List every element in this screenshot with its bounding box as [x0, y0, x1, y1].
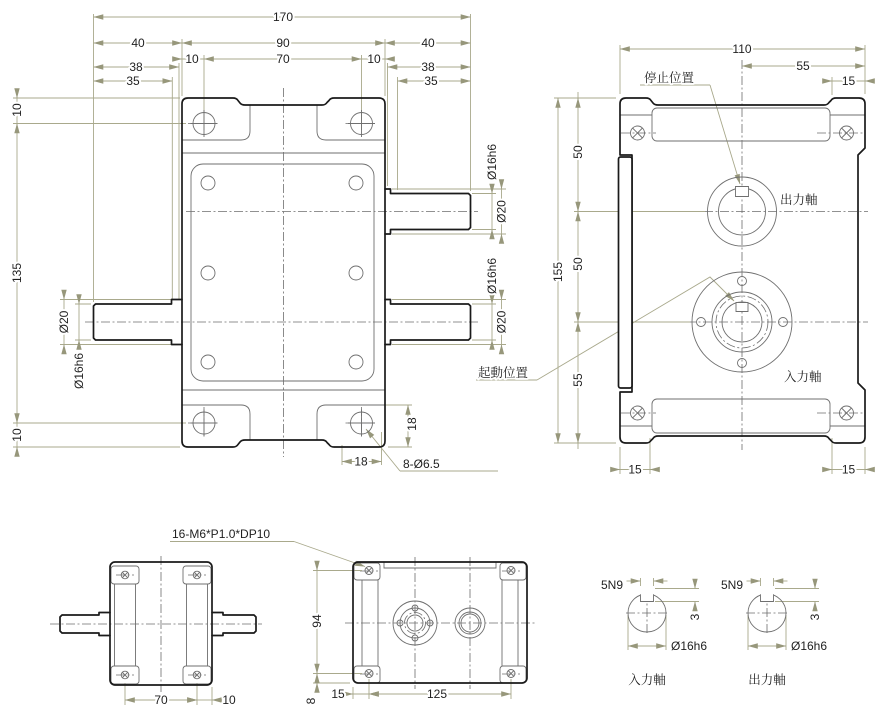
dim-135: 135	[10, 262, 24, 284]
top-view	[50, 556, 262, 707]
label-start-position: 起動位置	[478, 366, 529, 380]
front-view-dim-texts	[10, 10, 509, 471]
side-view-dim-lines	[476, 49, 871, 470]
face-plate	[191, 164, 374, 381]
dim-18-horizontal: 18	[354, 454, 368, 469]
bottom-view-centerlines	[345, 557, 535, 689]
side-view-ext-lines	[554, 45, 865, 474]
bottom-view-ext-lines	[313, 571, 511, 700]
bottom-view-body	[353, 562, 527, 683]
bottom-view-outline	[353, 562, 527, 683]
dim-d16h6-input-detail: Ø16h6	[671, 639, 708, 653]
label-input-shaft: 入力軸	[784, 370, 822, 384]
dim-18-vertical: 18	[405, 417, 419, 431]
dim-d16h6-output-detail: Ø16h6	[791, 639, 828, 653]
dim-110: 110	[732, 42, 752, 56]
dim-10-bottom: 10	[10, 428, 24, 442]
shaft-detail-output	[721, 578, 827, 687]
dim-50-upper: 50	[571, 145, 585, 159]
dim-155: 155	[551, 261, 565, 283]
dim-3-output: 3	[808, 613, 822, 621]
gearbox-side-body	[620, 98, 865, 443]
front-view	[10, 10, 509, 471]
dim-10-left: 10	[185, 52, 199, 66]
callout-8-holes: 8-Ø6.5	[403, 457, 440, 471]
dim-3-input: 3	[688, 613, 702, 621]
shaft-detail-input	[601, 578, 707, 687]
output-detail-texts	[721, 578, 827, 687]
side-view-centerlines	[621, 60, 868, 450]
dim-d20-left: Ø20	[57, 310, 71, 334]
dim-90: 90	[276, 36, 290, 50]
dim-5n9-input: 5N9	[600, 578, 623, 592]
front-view-outline	[94, 98, 471, 447]
dim-8: 8	[304, 697, 318, 705]
label-output-shaft: 出力軸	[780, 193, 818, 207]
side-plate	[619, 157, 633, 388]
label-stop-position: 停止位置	[644, 71, 695, 85]
dim-50-mid: 50	[571, 257, 585, 271]
label-output-shaft-detail: 出力軸	[748, 673, 786, 687]
dim-d20-lower: Ø20	[494, 310, 509, 334]
dim-38-left: 38	[129, 60, 143, 74]
dim-35-right: 35	[424, 74, 438, 88]
input-detail-texts	[601, 578, 707, 687]
dim-10-top: 10	[10, 103, 24, 117]
dim-35-left: 35	[126, 74, 140, 88]
side-view-texts	[478, 42, 855, 477]
top-view-outline	[60, 562, 256, 685]
dim-94: 94	[310, 614, 324, 628]
dim-d16h6-lower: Ø16h6	[485, 257, 499, 295]
dim-d20-upper: Ø20	[494, 200, 509, 223]
dim-38-right: 38	[421, 60, 435, 74]
bottom-view-texts	[172, 527, 447, 704]
side-view	[476, 42, 871, 477]
output-detail-dim-lines	[747, 581, 816, 646]
dim-55-chain: 55	[571, 373, 585, 387]
dim-15-top: 15	[841, 74, 856, 88]
dim-5n9-output: 5N9	[720, 578, 743, 592]
callout-16-m6: 16-M6*P1.0*DP10	[172, 527, 271, 541]
top-view-centerlines	[50, 556, 262, 692]
dim-125: 125	[426, 687, 448, 701]
dim-70-top-view: 70	[154, 693, 168, 707]
dim-70: 70	[276, 52, 290, 66]
top-view-ext-lines	[125, 683, 212, 705]
dim-15-bottom-view: 15	[331, 687, 345, 701]
dim-170: 170	[272, 10, 294, 24]
dim-10-right: 10	[367, 52, 381, 66]
dim-40-right: 40	[421, 36, 435, 50]
dim-d16h6-left: Ø16h6	[72, 352, 86, 390]
dim-40-left: 40	[131, 36, 145, 50]
dim-15-bottom-left: 15	[628, 462, 642, 477]
dim-d16h6-upper: Ø16h6	[485, 143, 499, 181]
dim-55: 55	[796, 59, 810, 73]
label-input-shaft-detail: 入力軸	[628, 673, 666, 687]
input-detail-dim-lines	[627, 581, 696, 646]
bottom-view-details	[354, 562, 526, 683]
dim-10-top-view: 10	[222, 693, 236, 707]
front-view-centerlines	[85, 88, 480, 457]
side-view-details	[620, 108, 865, 433]
dim-15-bottom-right: 15	[841, 462, 856, 477]
